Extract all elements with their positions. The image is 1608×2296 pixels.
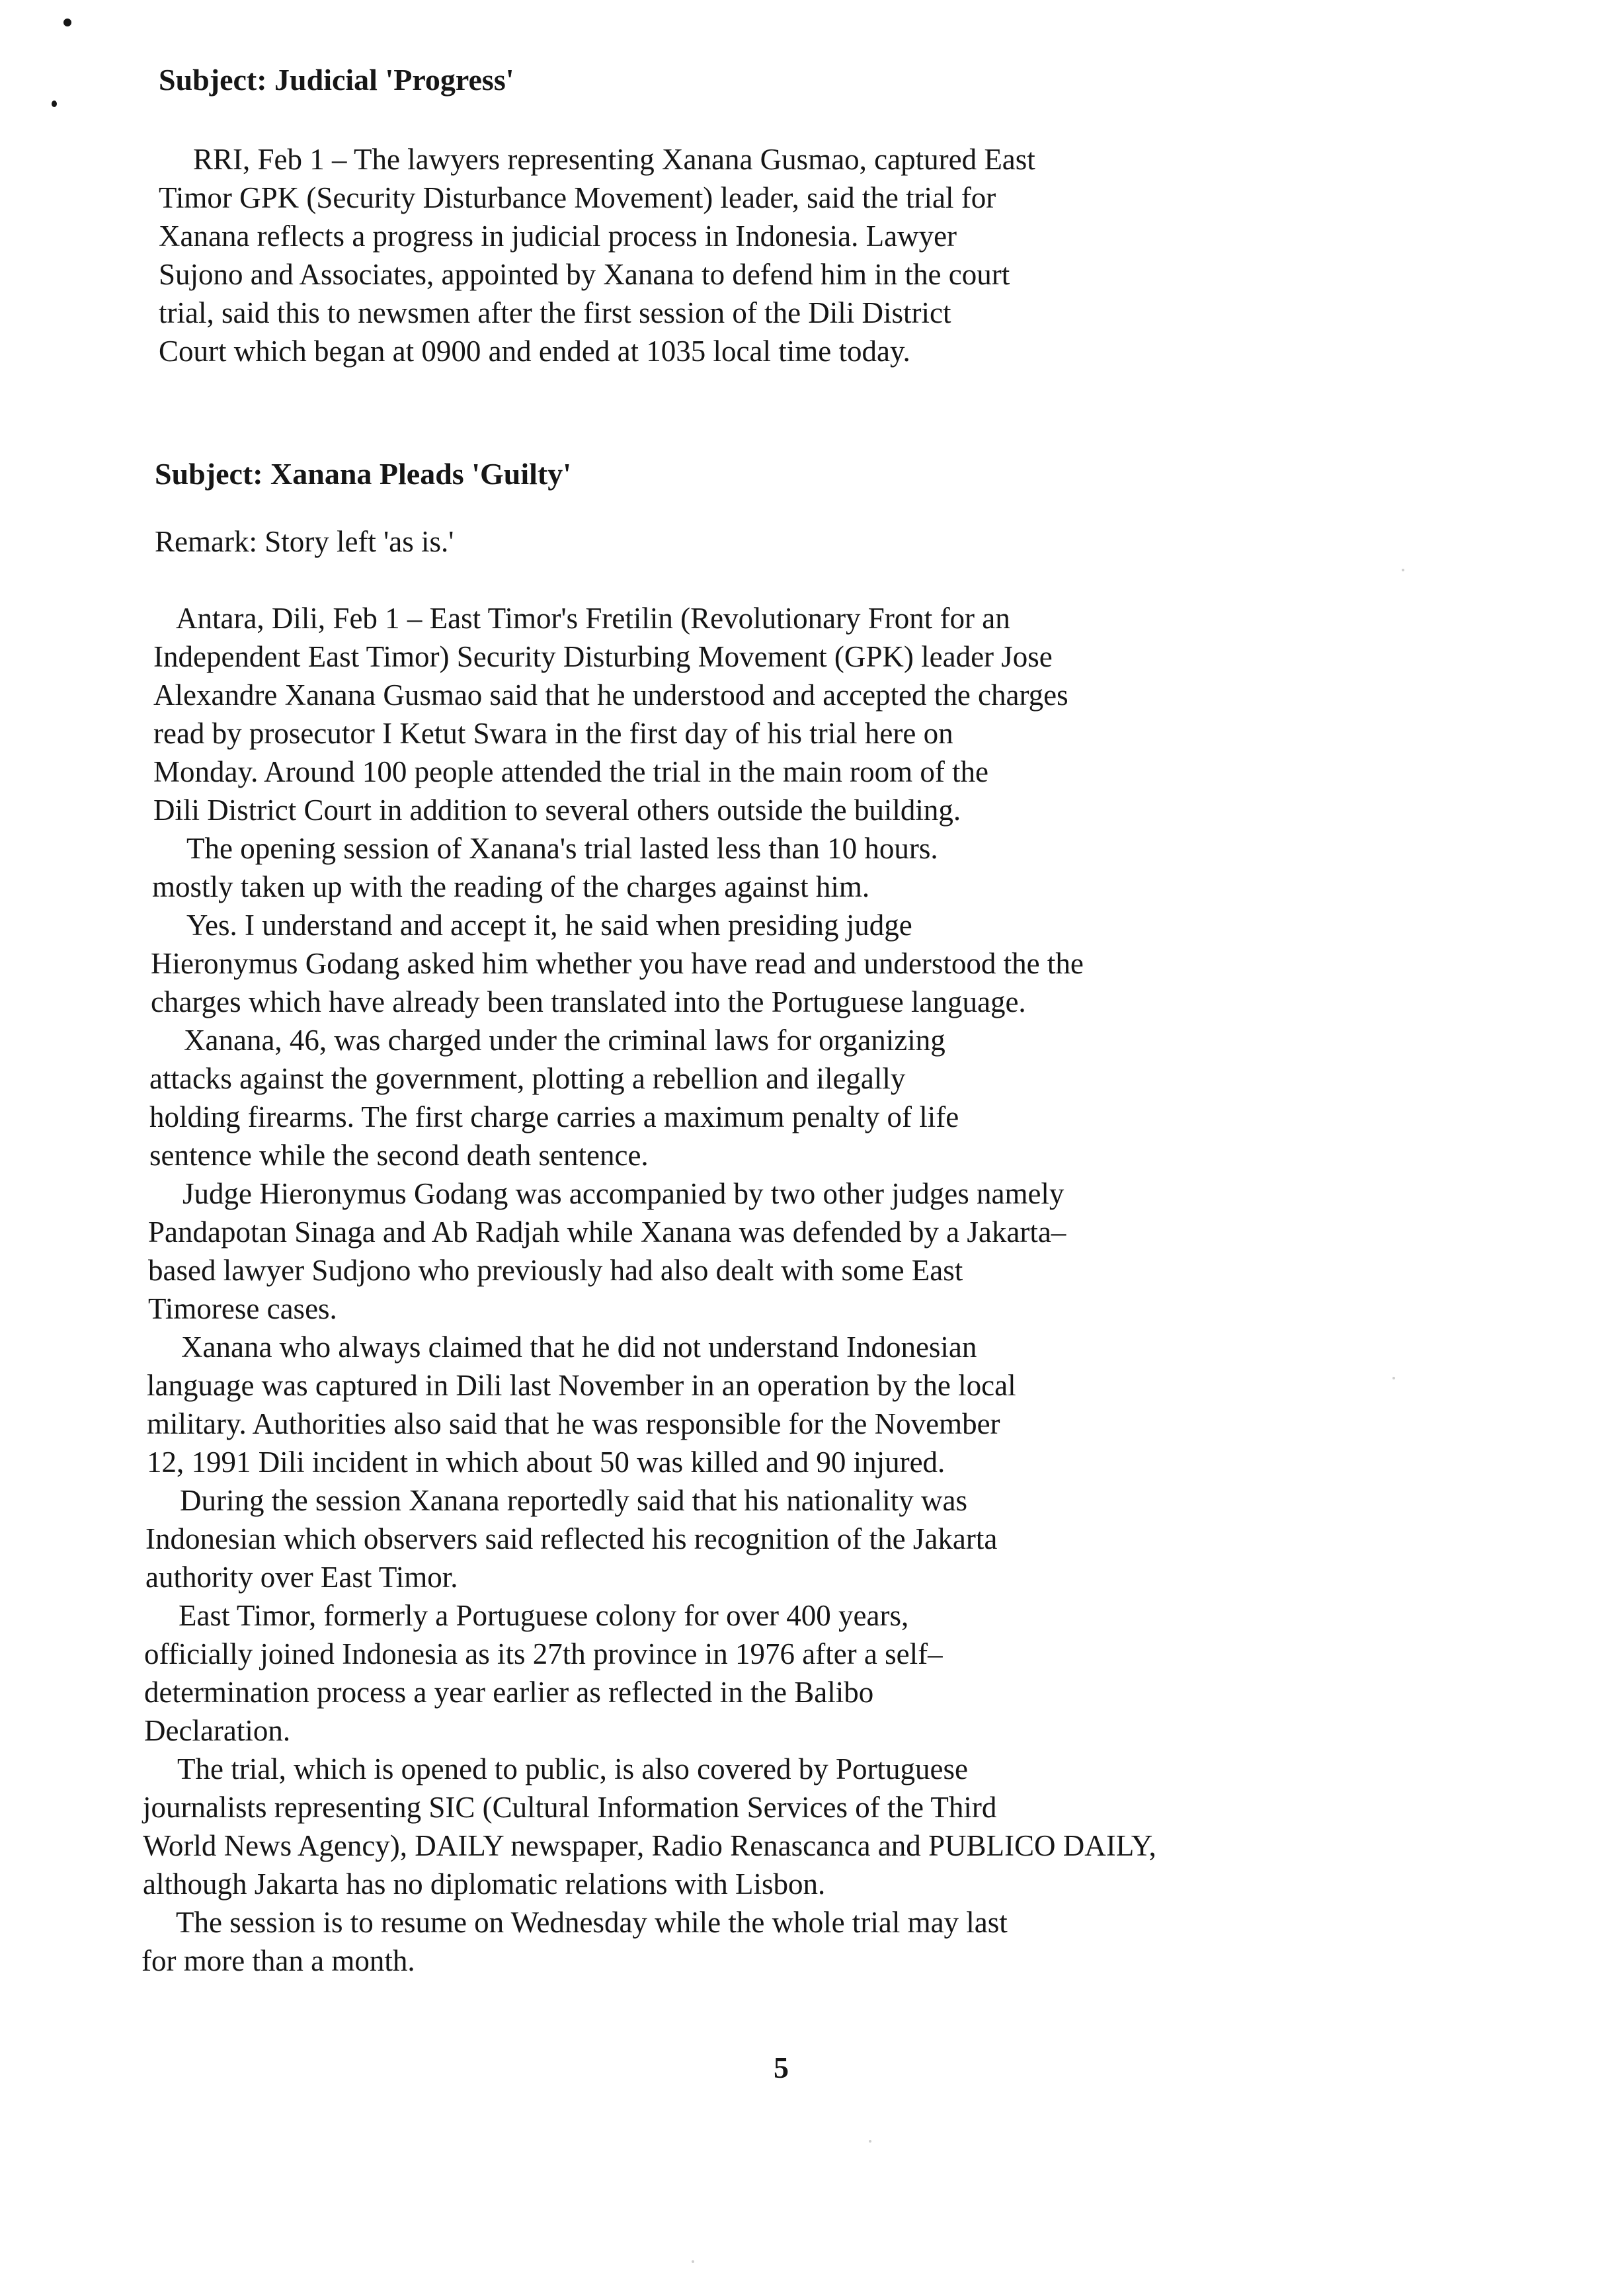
article-line: determination process a year earlier as reflected in the Balibo bbox=[144, 1676, 874, 1709]
article-line: Sujono and Associates, appointed by Xanana to defend him in the court bbox=[159, 258, 1010, 291]
article-line: based lawyer Sudjono who previously had also dealt with some East bbox=[148, 1254, 963, 1287]
article-line: Xanana, 46, was charged under the criminal laws for organizing bbox=[184, 1024, 945, 1057]
article-line: journalists representing SIC (Cultural Information Services of the Third bbox=[143, 1791, 997, 1824]
article-line: 12, 1991 Dili incident in which about 50 was killed and 90 injured. bbox=[147, 1446, 945, 1479]
article-line: Indonesian which observers said reflected his recognition of the Jakarta bbox=[145, 1522, 998, 1555]
article-line: military. Authorities also said that he was responsible for the November bbox=[147, 1407, 1000, 1440]
article-line: officially joined Indonesia as its 27th province in 1976 after a self– bbox=[144, 1637, 943, 1670]
article-line: Judge Hieronymus Godang was accompanied by two other judges namely bbox=[182, 1177, 1065, 1210]
scan-dot-mark bbox=[63, 19, 71, 26]
article-line: for more than a month. bbox=[141, 1944, 415, 1977]
scan-speck bbox=[692, 2260, 694, 2263]
article-line: sentence while the second death sentence. bbox=[149, 1139, 649, 1172]
article-line: Dili District Court in addition to several others outside the building. bbox=[153, 794, 961, 827]
article-line: language was captured in Dili last November in an operation by the local bbox=[147, 1369, 1016, 1402]
article-line: Antara, Dili, Feb 1 – East Timor's Fretilin (Revolutionary Front for an bbox=[176, 602, 1010, 635]
article-line: The opening session of Xanana's trial lasted less than 10 hours. bbox=[186, 832, 938, 865]
article-line: Court which began at 0900 and ended at 1035 local time today. bbox=[159, 335, 910, 368]
article-line: trial, said this to newsmen after the first session of the Dili District bbox=[159, 296, 951, 329]
article-line: Independent East Timor) Security Disturbing Movement (GPK) leader Jose bbox=[153, 640, 1053, 673]
article-line: mostly taken up with the reading of the charges against him. bbox=[152, 870, 870, 903]
article-line: holding firearms. The first charge carries a maximum penalty of life bbox=[149, 1100, 959, 1133]
page-number: 5 bbox=[774, 2051, 789, 2084]
article-line: The session is to resume on Wednesday while the whole trial may last bbox=[176, 1906, 1008, 1939]
article-line: Timor GPK (Security Disturbance Movement) leader, said the trial for bbox=[159, 181, 996, 214]
article-line: attacks against the government, plotting a rebellion and ilegally bbox=[149, 1062, 906, 1095]
article-line: The trial, which is opened to public, is also covered by Portuguese bbox=[177, 1752, 968, 1785]
scan-dot-mark bbox=[52, 101, 57, 107]
article-line: read by prosecutor I Ketut Swara in the first day of his trial here on bbox=[153, 717, 953, 750]
article-line: Hieronymus Godang asked him whether you have read and understood the the bbox=[151, 947, 1084, 980]
article-line: authority over East Timor. bbox=[145, 1561, 458, 1594]
article-line: East Timor, formerly a Portuguese colony for over 400 years, bbox=[179, 1599, 909, 1632]
scan-speck bbox=[1402, 569, 1404, 571]
article-line: Timorese cases. bbox=[148, 1292, 337, 1325]
article-line: Yes. I understand and accept it, he said when presiding judge bbox=[186, 909, 912, 942]
article-line: RRI, Feb 1 – The lawyers representing Xanana Gusmao, captured East bbox=[193, 143, 1035, 176]
article-line: Declaration. bbox=[144, 1714, 291, 1747]
article-line: Monday. Around 100 people attended the trial in the main room of the bbox=[153, 755, 989, 788]
article-line: World News Agency), DAILY newspaper, Radio Renascanca and PUBLICO DAILY, bbox=[143, 1829, 1156, 1862]
article-line: Alexandre Xanana Gusmao said that he understood and accepted the charges bbox=[153, 678, 1068, 712]
scan-speck bbox=[869, 2140, 871, 2143]
article-line: Xanana reflects a progress in judicial process in Indonesia. Lawyer bbox=[159, 220, 957, 253]
article-heading: Subject: Judicial 'Progress' bbox=[159, 63, 514, 97]
article-remark: Remark: Story left 'as is.' bbox=[155, 525, 454, 558]
scan-speck bbox=[1392, 1377, 1395, 1379]
article-heading: Subject: Xanana Pleads 'Guilty' bbox=[155, 457, 572, 491]
article-line: During the session Xanana reportedly said that his nationality was bbox=[180, 1484, 967, 1517]
article-line: Xanana who always claimed that he did not understand Indonesian bbox=[181, 1331, 977, 1364]
article-line: charges which have already been translated into the Portuguese language. bbox=[151, 985, 1026, 1018]
article-line: Pandapotan Sinaga and Ab Radjah while Xanana was defended by a Jakarta– bbox=[148, 1215, 1066, 1249]
article-line: although Jakarta has no diplomatic relations with Lisbon. bbox=[143, 1867, 826, 1901]
